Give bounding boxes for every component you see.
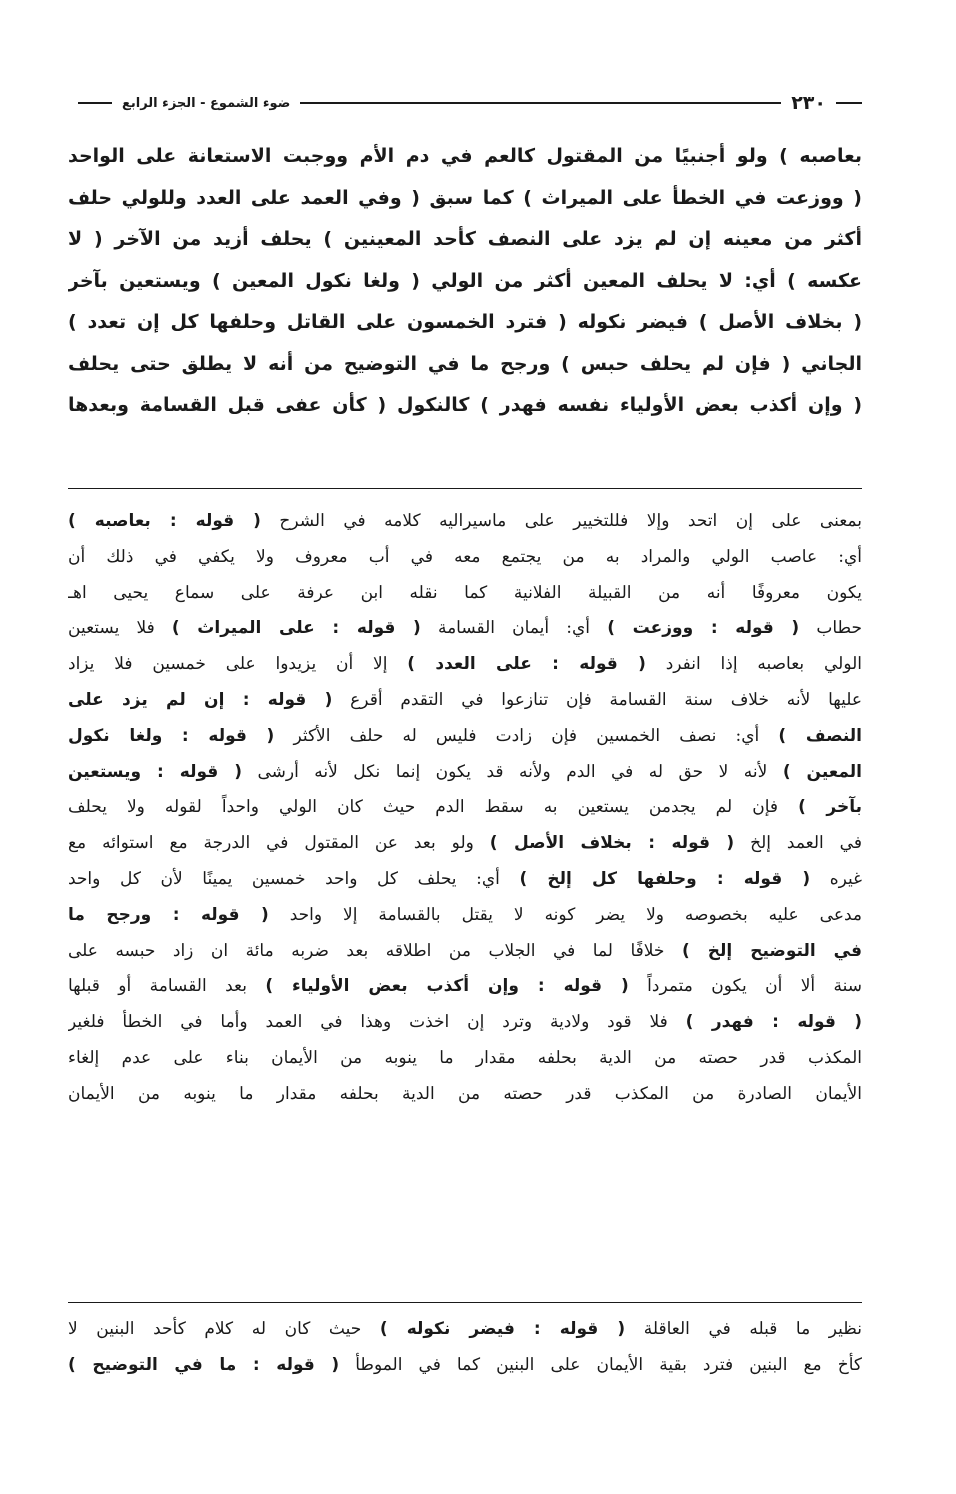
commentary-line [68, 1077, 862, 1113]
commentary-text [68, 504, 862, 1113]
footnote-line [68, 1348, 862, 1384]
book-page [68, 88, 862, 1468]
quoted-lemma: ( قوله : ويستعين [68, 761, 242, 782]
footnote-line [68, 1312, 862, 1348]
quoted-lemma: ( قوله : ورجح ما [68, 904, 269, 925]
running-header [68, 88, 862, 118]
commentary-line [68, 611, 862, 647]
quoted-lemma: ( قوله : إن لم يزد على [68, 689, 333, 710]
main-text-line: ( ووزعت في الخطأ على الميراث ) كما سبق ( وفي العمد على العدد وللولي حلف [68, 186, 862, 209]
page-number: ٢٣٠ [791, 92, 826, 114]
commentary-segment: الولي بعاصبه إذا انفرد [645, 654, 862, 675]
commentary-line [68, 898, 862, 934]
main-text-line: ( وإن أكذب بعض الأولياء نفسه فهدر ) كالنكول ( كأن عفى قبل القسامة وبعدها [68, 394, 862, 416]
commentary-line [68, 719, 862, 755]
commentary-segment: في العمد إلخ [734, 833, 862, 854]
commentary-segment: بعد القسامة أو قبلها [68, 976, 266, 997]
header-rule-left [78, 102, 112, 104]
quoted-lemma: في التوضيح إلخ ) [681, 940, 862, 961]
quoted-lemma: ( قوله : ما في التوضيح ) [68, 1354, 340, 1375]
main-text-line: أكثر من معينه إن لم يزد على النصف كأحد المعينين ) يحلف أزيد من الآخر ( لا [68, 228, 862, 250]
commentary-segment: فلا يستعين [68, 618, 172, 639]
commentary-line [68, 504, 862, 540]
commentary-line [68, 1005, 862, 1041]
main-text-line: ( بخلاف الأصل ) فيضر نكوله ( فترد الخمسون على القاتل وحلفها كل إن تعدد ) [68, 311, 862, 333]
book-title: ضوء الشموع - الجزء الرابع [122, 95, 291, 111]
quoted-lemma: المعين ) [782, 761, 862, 782]
commentary-footnote-divider [68, 1302, 862, 1303]
main-text-line: بعاصبه ) ولو أجنبيًا من المقتول كالعم في دم الأم ووجبت الاستعانة على الواحد [68, 145, 862, 167]
commentary-segment: حيث كان له كلام كأحد البنين لا [68, 1319, 380, 1339]
commentary-segment: خلافًا لما في الجلاب من اطلاقه بعد ضربه مائة ان زاد حبسه على [68, 940, 682, 961]
commentary-line [68, 1041, 862, 1077]
quoted-lemma: بآخر ) [798, 797, 862, 818]
footnote-text [68, 1312, 862, 1384]
commentary-line [68, 576, 862, 612]
commentary-segment: أي: أيمان القسامة [420, 618, 608, 639]
main-commentary-divider [68, 488, 862, 489]
main-text [68, 136, 862, 427]
commentary-segment: فإن لم يجدمن يستعين به سقط الدم حيث كان الولي واحداً لقوله ولا يحلف [68, 797, 799, 818]
commentary-segment: أي: نصف الخمسين فإن زادت فليس له حلف الأكثر [274, 725, 779, 746]
commentary-segment: كأخ مع البنين فترد بقية الأيمان على البنين كما في الموطأ [339, 1354, 862, 1375]
quoted-lemma: ( قوله : وحلفها كل إلخ ) [519, 868, 811, 889]
quoted-lemma: ( قوله : ولغا نكول [68, 725, 275, 746]
commentary-line [68, 755, 862, 791]
commentary-segment: الأيمان الصادرة من المكذب قدر حصته من الدية بحلفه مقدار ما ينوبه من الأيمان [68, 1083, 862, 1104]
main-text-line: عكسه ) أي: لا يحلف المعين أكثر من الولي ( ولغا نكول المعين ) ويستعين بآخر [68, 269, 862, 292]
quoted-lemma: ( قوله : بخلاف الأصل ) [489, 833, 735, 854]
header-rule-right [836, 102, 862, 104]
commentary-segment: حطاب [799, 618, 862, 639]
commentary-segment: فلا قود ولادية وترد إن اخذت وهذا في العمد وأما في الخطأ فلغير [68, 1012, 686, 1033]
quoted-lemma: ( قوله : بعاصبه ) [68, 511, 261, 531]
commentary-segment: إلا أن يزيدوا على خمسين فلا يزاد [68, 654, 408, 675]
quoted-lemma: ( قوله : وإن أكذب بعض الأولياء ) [265, 976, 629, 997]
quoted-lemma: ( قوله : على العدد ) [407, 654, 646, 675]
commentary-segment: لأنه لا حق له في الدم ولأنه قد يكون إنما نكل لأنه أرشى [242, 761, 783, 782]
quoted-lemma: ( قوله : فيضر نكوله ) [379, 1319, 626, 1339]
commentary-line [68, 862, 862, 898]
commentary-segment: ولو بعد عن المقتول في الدرجة مع استوائه مع [68, 833, 490, 854]
header-rule-middle [300, 102, 781, 104]
commentary-segment: المكذب قدر حصته من الدية بحلفه مقدار ما ينوبه من الأيمان بناء على عدم إلغاء [68, 1047, 862, 1068]
quoted-lemma: ( قوله : فهدر ) [685, 1012, 862, 1033]
quoted-lemma: ( قوله : ووزعت ) [607, 618, 800, 639]
commentary-segment: نظير ما قبله في العاقلة [625, 1319, 862, 1339]
commentary-line [68, 826, 862, 862]
commentary-segment: يكون معروفًا أنه من القبيلة الفلانية كما نقله ابن عرفة على سماع يحيى اهـ [68, 582, 862, 603]
commentary-segment: مدعى عليه بخصوصه ولا يضر كونه لا يقتل بالقسامة إلا واحد [268, 904, 862, 925]
commentary-segment: أي: عاصب الولي والمراد به من يجتمع معه في أب معروف ولا يكفي في ذلك أن [68, 546, 862, 567]
commentary-line [68, 934, 862, 970]
commentary-line [68, 790, 862, 826]
commentary-line [68, 540, 862, 576]
quoted-lemma: النصف ) [778, 725, 862, 746]
commentary-line [68, 647, 862, 683]
main-text-line: الجاني ( فإن لم يحلف حبس ) ورجح ما في التوضيح من أنه لا يطلق حتى يحلف [68, 352, 862, 375]
quoted-lemma: ( قوله : على الميراث ) [171, 618, 421, 639]
commentary-segment: بمعنى على إن اتحد وإلا فللتخيير على ماسيراليه كلامه في الشرح [260, 511, 862, 531]
commentary-line [68, 969, 862, 1005]
commentary-line [68, 683, 862, 719]
commentary-segment: أي: يحلف كل واحد خمسين يمينًا لأن كل واحد [68, 868, 520, 889]
commentary-segment: عليها لأنه خلاف سنة القسامة فإن تنازعوا في التقدم أقرع [332, 689, 862, 710]
commentary-segment: غيره [810, 868, 862, 889]
commentary-segment: سنة ألا أن يكون متمرداً [628, 976, 862, 997]
